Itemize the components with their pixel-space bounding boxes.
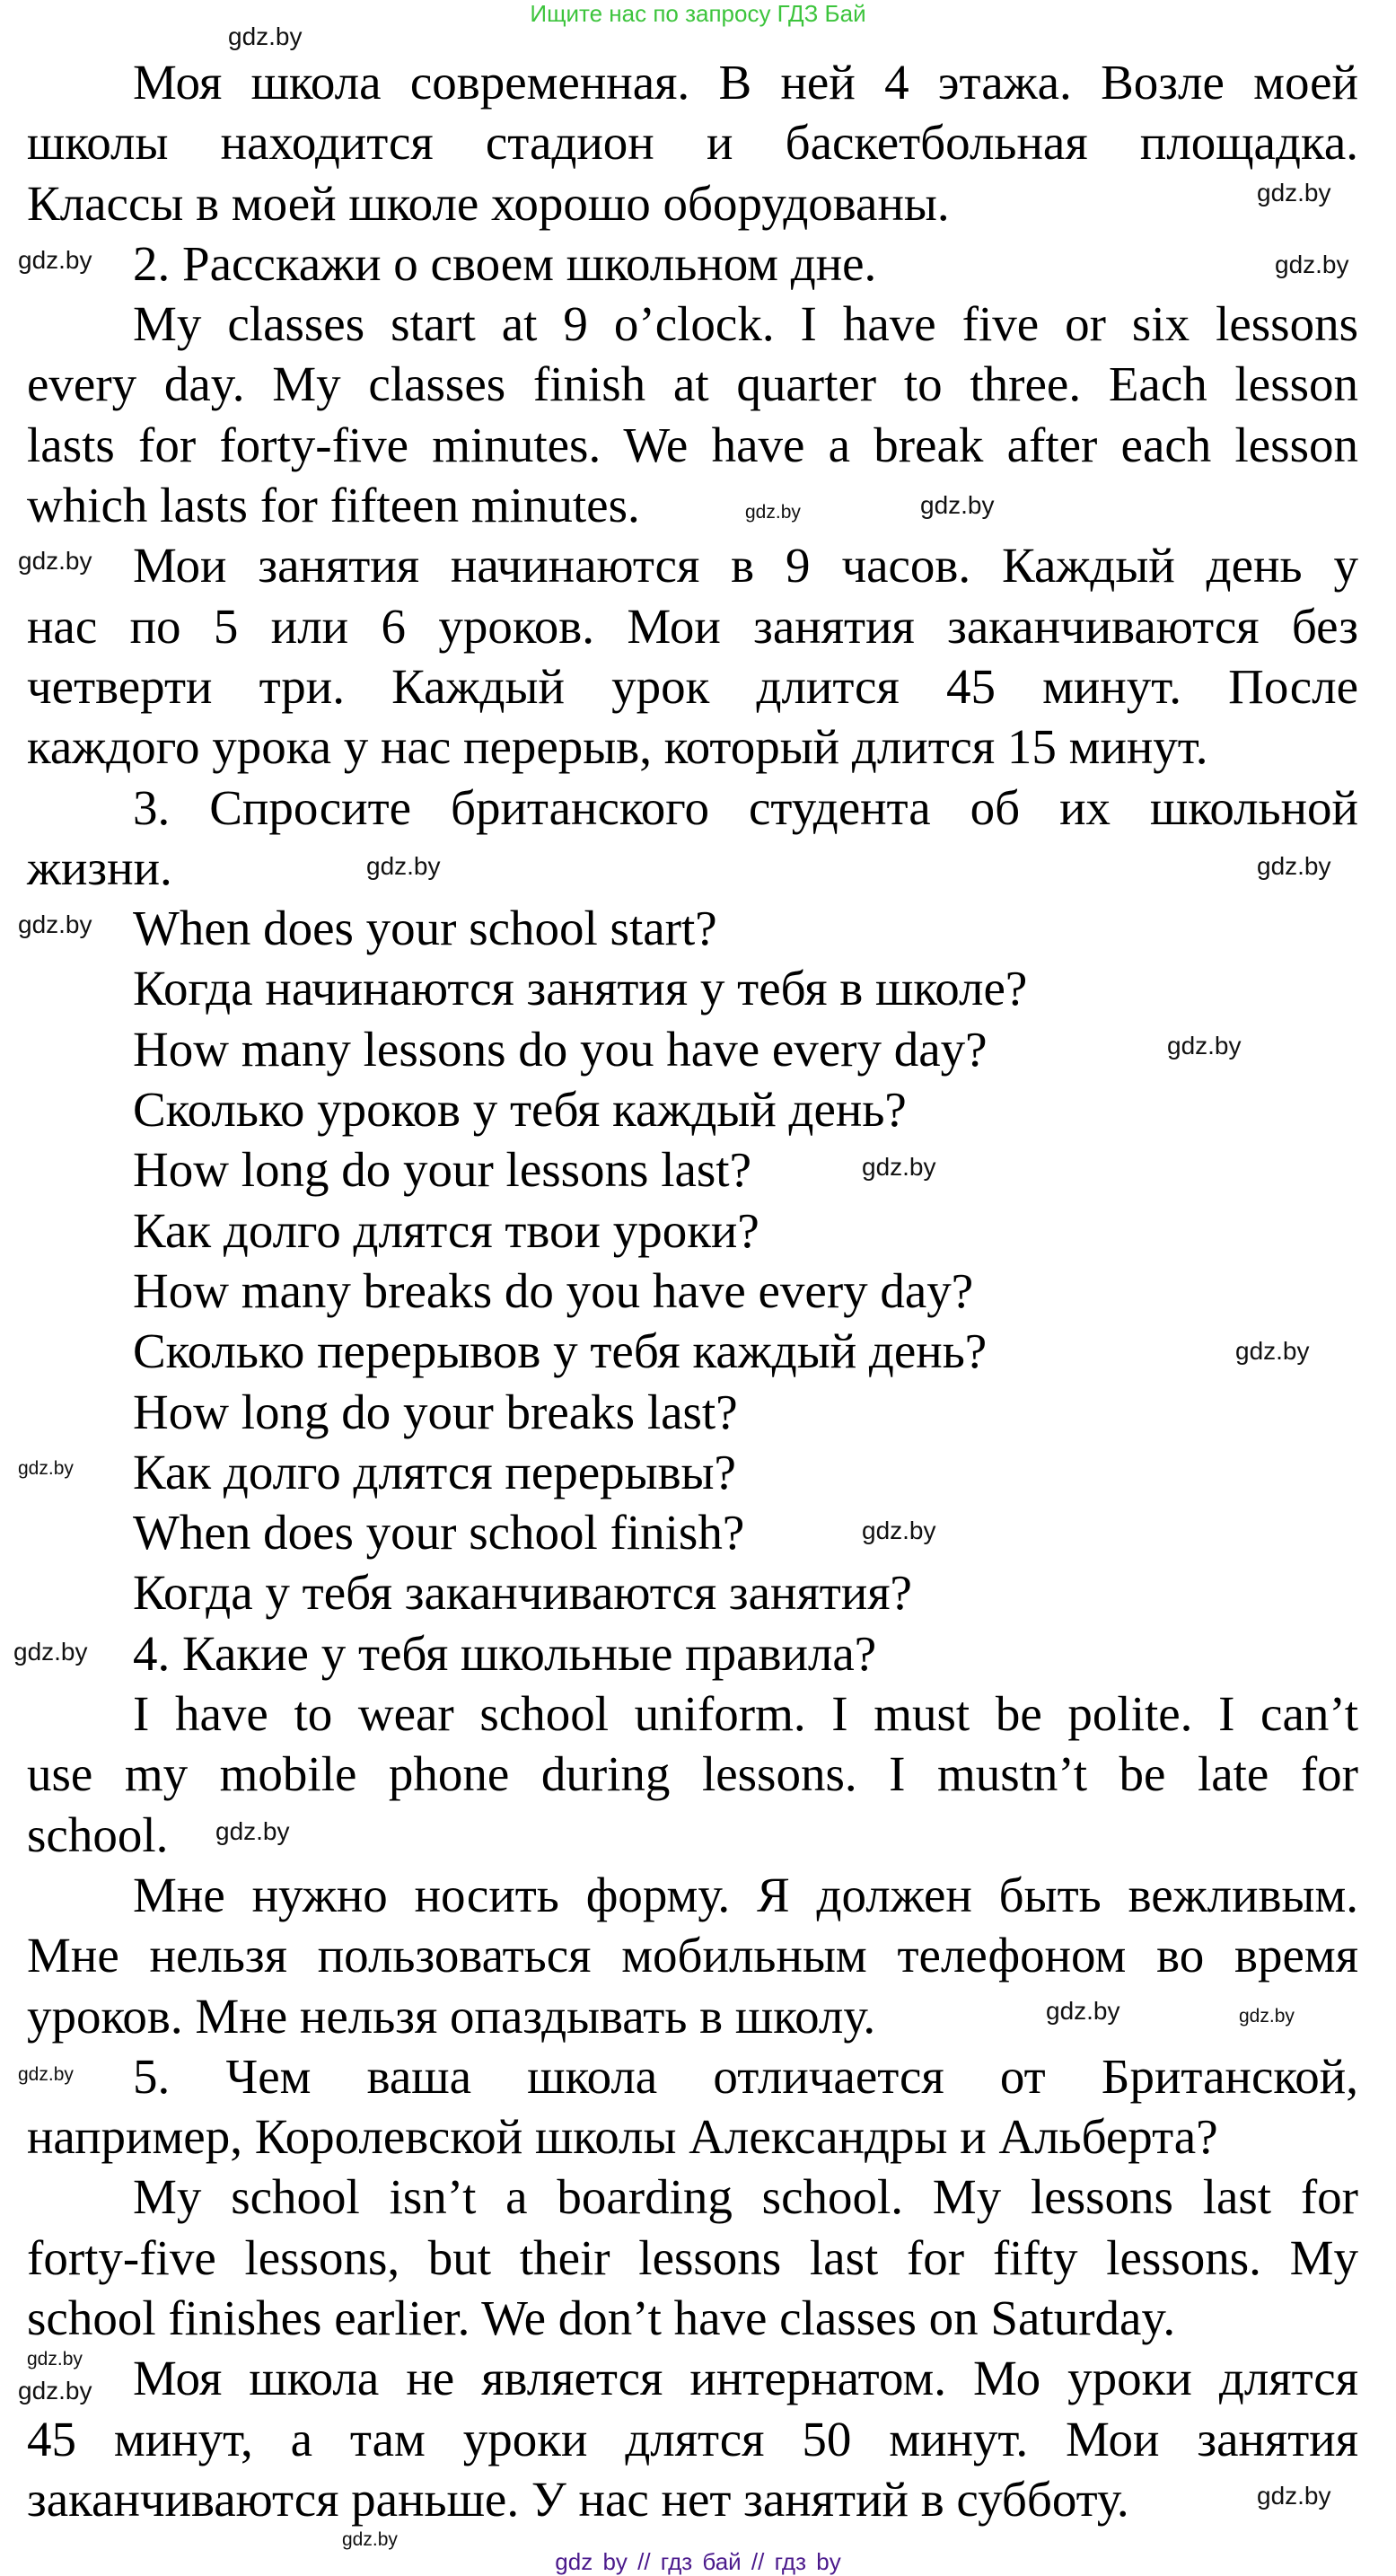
text-line: Сколько перерывов у тебя каждый день? [133, 1323, 988, 1379]
text-line: уроков. Мне нельзя опаздывать в школу. [27, 1988, 876, 2044]
text-line: 4. Какие у тебя школьные правила? [133, 1625, 877, 1681]
text-line: Моя школа не является интернатом. Мо уроки длятся [133, 2351, 1358, 2406]
watermark-text: gdz.by [18, 910, 92, 938]
header-text: Ищите нас по запросу ГДЗ Бай [530, 0, 866, 27]
text-line: My school isn’t a boarding school. My lessons last for [133, 2169, 1358, 2225]
header-banner [0, 0, 1396, 27]
watermark-text: gdz.by [215, 1817, 290, 1845]
watermark-text: gdz.by [1257, 852, 1331, 880]
text-line: каждого урока у нас перерыв, который длится 15 минут. [27, 719, 1208, 775]
text-line: 45 минут, а там уроки длятся 50 минут. Мои занятия [27, 2411, 1358, 2466]
text-line: 3. Спросите британского студента об их школьной [133, 779, 1358, 835]
text-line: Когда начинаются занятия у тебя в школе? [133, 961, 1028, 1016]
watermark-text: gdz.by [862, 1517, 936, 1544]
text-line: Сколько уроков у тебя каждый день? [133, 1082, 907, 1138]
watermark-text: gdz.by [1167, 1032, 1242, 1059]
watermark-text: gdz.by [18, 246, 92, 274]
text-line: I have to wear school uniform. I must be polite. I can’t [133, 1686, 1358, 1742]
text-line: How many lessons do you have every day? [133, 1021, 988, 1077]
text-line: 2. Расскажи о своем школьном дне. [133, 235, 877, 291]
text-line: школы находится стадион и баскетбольная площадка. [27, 115, 1358, 171]
watermark-text: gdz.by [920, 491, 995, 519]
text-line: жизни. [27, 840, 172, 895]
watermark-text: gdz.by [1235, 1337, 1310, 1365]
text-line: lasts for forty-five minutes. We have a break after each lesson [27, 417, 1358, 472]
watermark-text: gdz.by [27, 2349, 83, 2369]
text-line: Классы в моей школе хорошо оборудованы. [27, 175, 950, 231]
text-line: Как долго длятся твои уроки? [133, 1202, 759, 1258]
watermark-text: gdz.by [745, 502, 801, 523]
watermark-text: gdz.by [18, 547, 92, 575]
footer-text: gdz by // гдз бай // гдз by [555, 2548, 841, 2575]
watermark-text: gdz.by [366, 852, 441, 880]
watermark-text: gdz.by [13, 1638, 88, 1666]
text-line: 5. Чем ваша школа отличается от Британской, [133, 2048, 1358, 2104]
text-line: заканчиваются раньше. У нас нет занятий в субботу. [27, 2471, 1129, 2527]
watermark-text: gdz.by [1257, 2482, 1331, 2510]
watermark-text: gdz.by [1275, 251, 1349, 278]
watermark-text: gdz.by [18, 2377, 92, 2405]
text-line: use my mobile phone during lessons. I mustn’t be late for [27, 1746, 1358, 1802]
text-line: school. [27, 1807, 169, 1862]
text-line: When does your school start? [133, 901, 717, 956]
text-line: четверти три. Каждый урок длится 45 минут. После [27, 658, 1358, 714]
watermark-text: gdz.by [342, 2529, 398, 2550]
watermark-text: gdz.by [862, 1153, 936, 1181]
text-line: нас по 5 или 6 уроков. Мои занятия заканчиваются без [27, 598, 1358, 654]
text-line: Мои занятия начинаются в 9 часов. Каждый день у [133, 538, 1358, 593]
text-line: which lasts for fifteen minutes. [27, 478, 640, 533]
watermark-text: gdz.by [18, 2064, 74, 2085]
text-line: every day. My classes finish at quarter to three. Each lesson [27, 356, 1358, 412]
text-line: Когда у тебя заканчиваются занятия? [133, 1565, 912, 1621]
watermark-text: gdz.by [228, 22, 303, 50]
text-line: Моя школа современная. В ней 4 этажа. Возле моей [133, 55, 1358, 110]
text-line: Как долго длятся перерывы? [133, 1444, 736, 1499]
text-line: Мне нельзя пользоваться мобильным телефоном во время [27, 1928, 1358, 1983]
text-line: например, Королевской школы Александры и Альберта? [27, 2109, 1218, 2165]
watermark-text: gdz.by [1239, 2006, 1295, 2027]
watermark-text: gdz.by [1257, 179, 1331, 207]
text-line: forty-five lessons, but their lessons last for fifty lessons. My [27, 2229, 1358, 2285]
document-body [27, 52, 1358, 2529]
footer-banner [0, 2548, 1396, 2575]
text-line: My classes start at 9 o’clock. I have five or six lessons [133, 296, 1358, 352]
watermark-text: gdz.by [18, 1458, 74, 1479]
text-line: How many breaks do you have every day? [133, 1262, 974, 1318]
text-line: How long do your lessons last? [133, 1142, 751, 1198]
text-line: How long do your breaks last? [133, 1384, 738, 1439]
watermark-text: gdz.by [1046, 1997, 1120, 2025]
text-line: When does your school finish? [133, 1505, 745, 1561]
text-line: Мне нужно носить форму. Я должен быть вежливым. [133, 1867, 1358, 1922]
text-line: school finishes earlier. We don’t have classes on Saturday. [27, 2290, 1176, 2345]
